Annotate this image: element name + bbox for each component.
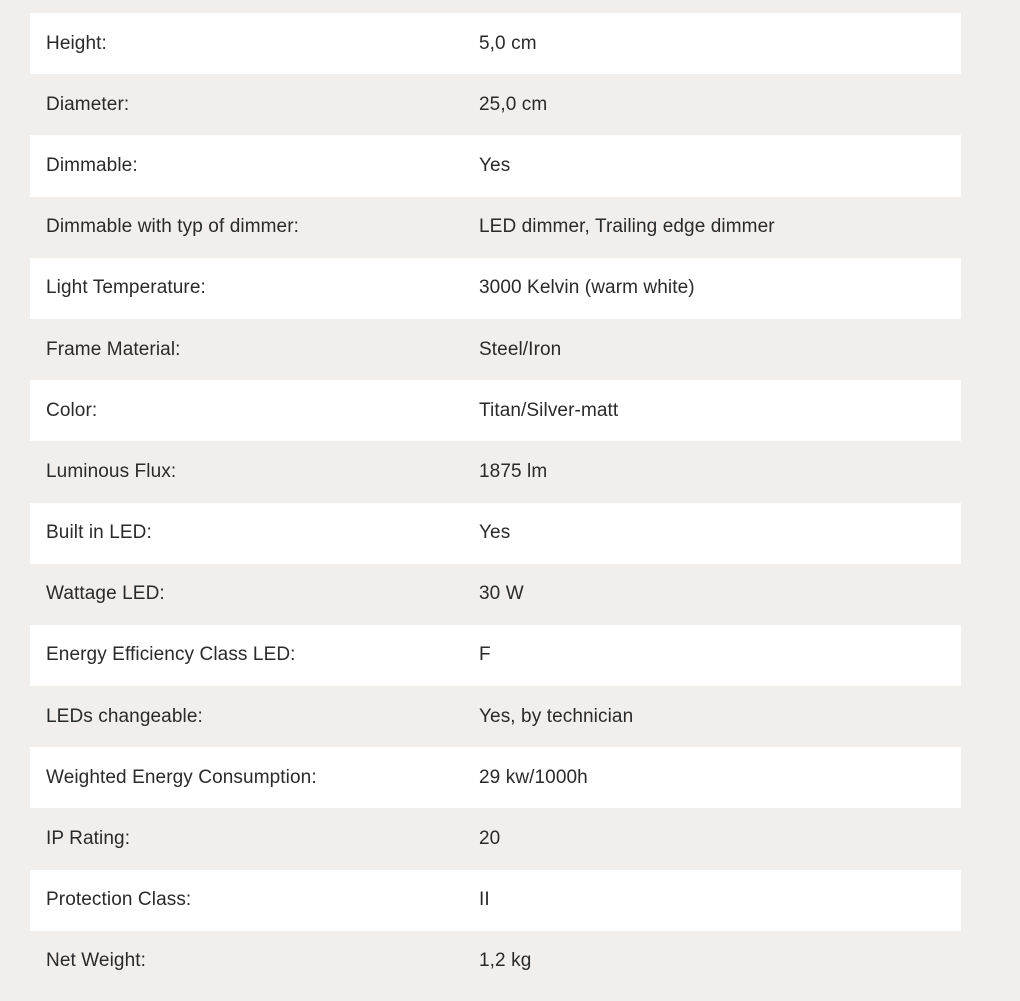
spec-label: Luminous Flux: xyxy=(46,460,177,482)
spec-row-net-weight xyxy=(30,931,961,992)
spec-value: LED dimmer, Trailing edge dimmer xyxy=(479,216,775,238)
spec-table xyxy=(30,13,961,992)
spec-label: Frame Material: xyxy=(46,338,181,360)
spec-label: Dimmable: xyxy=(46,154,138,176)
spec-row-color xyxy=(30,380,961,441)
spec-row-ip-rating xyxy=(30,808,961,869)
spec-row-light-temperature xyxy=(30,258,961,319)
spec-label: Energy Efficiency Class LED: xyxy=(46,644,296,666)
spec-value: 30 W xyxy=(479,583,524,605)
spec-row-protection-class xyxy=(30,870,961,931)
spec-label: Light Temperature: xyxy=(46,277,206,299)
spec-label: IP Rating: xyxy=(46,828,131,850)
spec-value: Yes, by technician xyxy=(479,705,634,727)
spec-value: 20 xyxy=(479,828,501,850)
spec-value: 29 kw/1000h xyxy=(479,766,588,788)
spec-value: 1,2 kg xyxy=(479,950,532,972)
spec-value: 1875 lm xyxy=(479,460,548,482)
spec-row-dimmable xyxy=(30,135,961,196)
spec-row-luminous-flux xyxy=(30,441,961,502)
spec-row-wattage-led xyxy=(30,564,961,625)
spec-row-frame-material xyxy=(30,319,961,380)
spec-value: Steel/Iron xyxy=(479,338,562,360)
spec-row-leds-changeable xyxy=(30,686,961,747)
spec-label: Wattage LED: xyxy=(46,583,165,605)
spec-value: II xyxy=(479,889,490,911)
spec-row-energy-class xyxy=(30,625,961,686)
spec-value: Yes xyxy=(479,154,511,176)
spec-row-energy-consumption xyxy=(30,747,961,808)
spec-value: Yes xyxy=(479,522,511,544)
spec-value: 5,0 cm xyxy=(479,32,537,54)
spec-label: Dimmable with typ of dimmer: xyxy=(46,216,300,238)
spec-label: Protection Class: xyxy=(46,889,192,911)
spec-label: Built in LED: xyxy=(46,522,152,544)
spec-row-diameter xyxy=(30,74,961,135)
spec-label: LEDs changeable: xyxy=(46,705,203,727)
spec-value: 3000 Kelvin (warm white) xyxy=(479,277,695,299)
spec-label: Height: xyxy=(46,32,107,54)
spec-value: 25,0 cm xyxy=(479,93,548,115)
spec-label: Diameter: xyxy=(46,93,130,115)
spec-row-dimmer-type xyxy=(30,197,961,258)
spec-value: Titan/Silver-matt xyxy=(479,399,619,421)
spec-label: Color: xyxy=(46,399,98,421)
spec-row-built-in-led xyxy=(30,503,961,564)
spec-value: F xyxy=(479,644,491,666)
spec-label: Weighted Energy Consumption: xyxy=(46,766,317,788)
spec-row-height xyxy=(30,13,961,74)
spec-label: Net Weight: xyxy=(46,950,147,972)
